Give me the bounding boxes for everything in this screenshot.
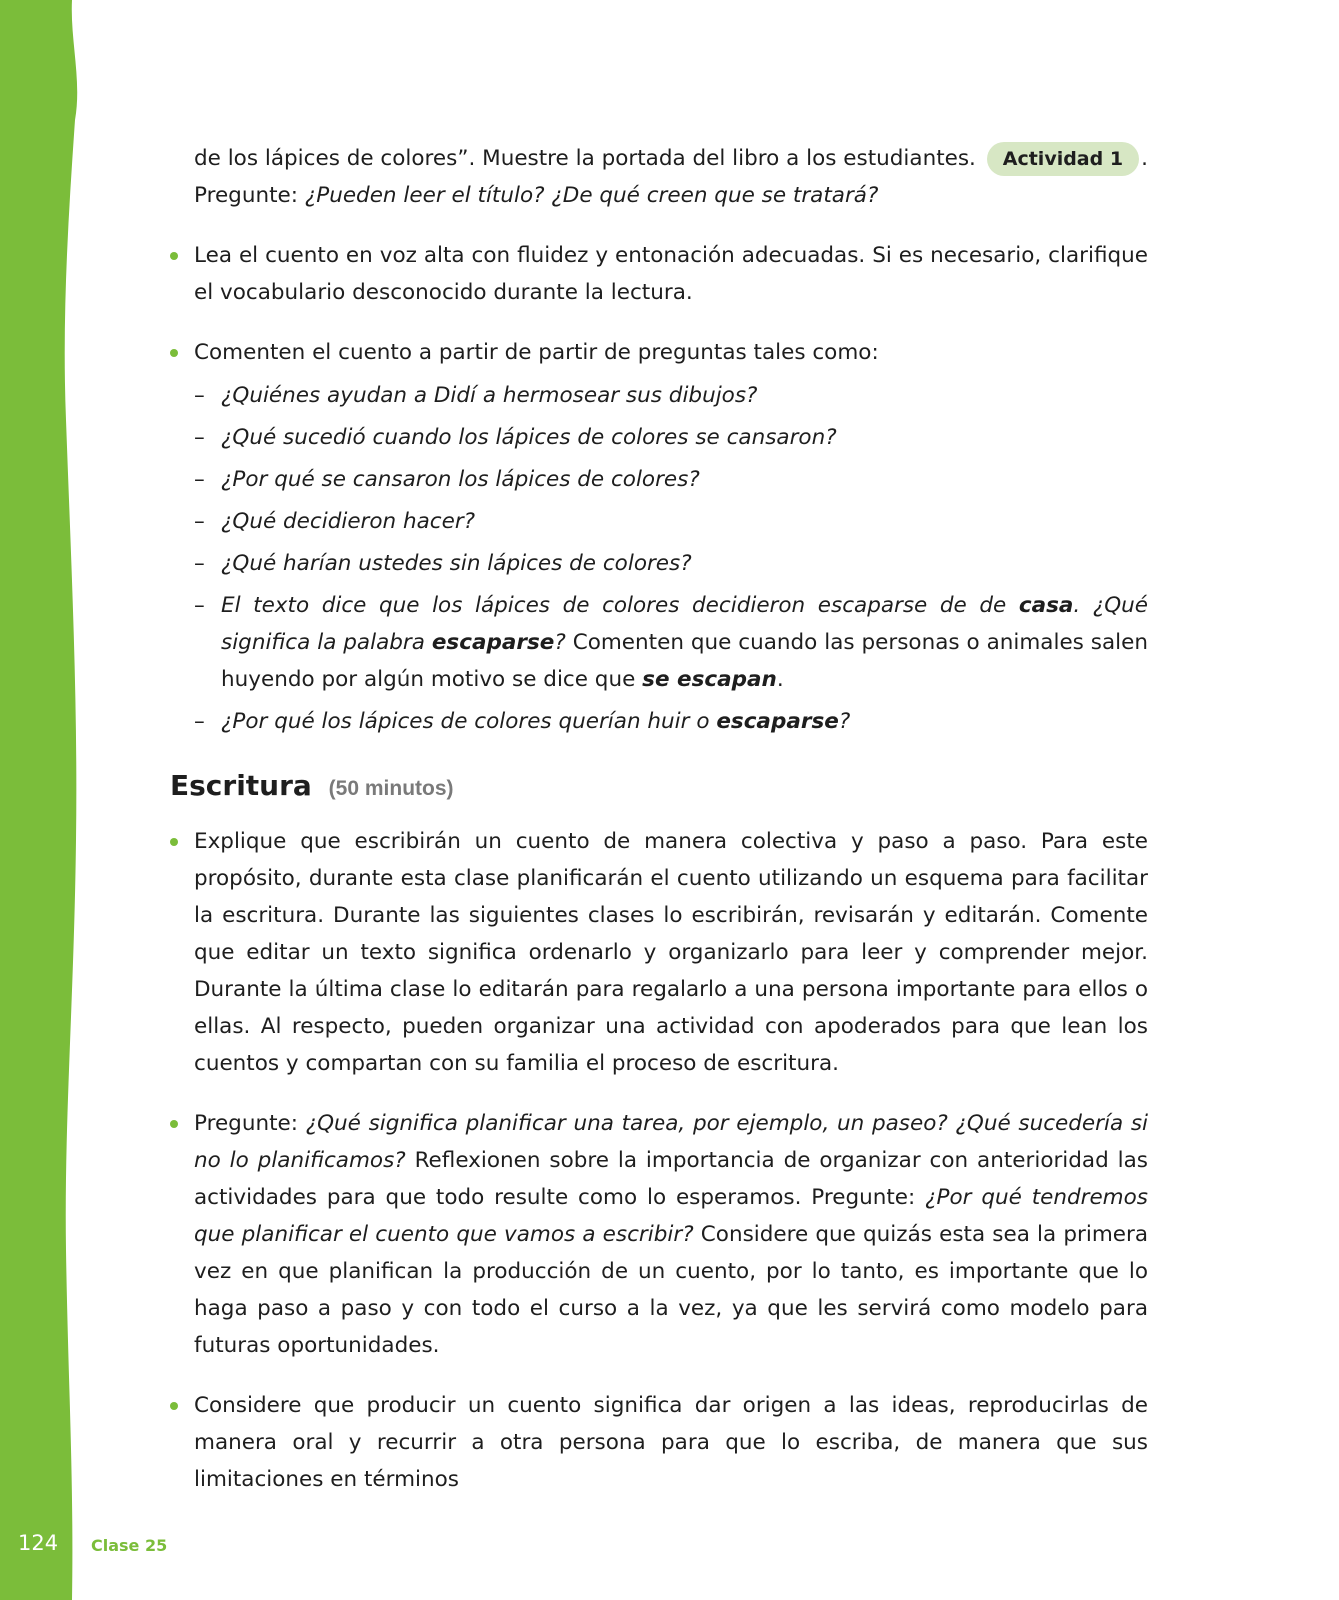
keyword-casa: casa (1018, 593, 1074, 618)
plan-question-2: ¿Por qué tendremos que planificar el cuento que vamos a escribir? (194, 1185, 1148, 1247)
question-item-escape: – El texto dice que los lápices de colores decidieron escaparse de de casa. ¿Qué significa la palabra escaparse? Comenten que cuando las personas o animales salen huyendo por algún motivo se dice que se escapan. (194, 593, 1149, 692)
discussion-questions (170, 377, 1148, 740)
bullet-plan: Pregunte: ¿Qué significa planificar una tarea, por ejemplo, un paseo? ¿Qué sucedería si no lo planificamos? Reflexionen sobre la importancia de organizar con anterioridad las actividades para que todo resulte como lo esperamos. Pregunte: ¿Por qué tendremos que planificar el cuento que vamos a escribir? Considere que quizás esta sea la primera vez en que planifican la producción de un cuento, por lo tanto, es importante que lo haga paso a paso y con todo el curso a la vez, ya que les servirá como modelo para futuras oportunidades. (170, 1105, 1148, 1364)
intro-ask-label: Pregunte: (194, 183, 298, 208)
side-color-band (0, 0, 90, 1600)
page-number: 124 (18, 1531, 59, 1555)
question-item: – ¿Qué harían ustedes sin lápices de colores? (194, 551, 692, 576)
bullet-consider (170, 1387, 1148, 1498)
intro-paragraph (170, 140, 1148, 214)
bullet-read-aloud (170, 237, 1148, 311)
bullet-explain-text: Explique que escribirán un cuento de manera colectiva y paso a paso. Para este propósito, durante esta clase planificarán el cuento utilizando un esquema para facilitar la escritura. Durante las siguientes clases lo escribirán, revisarán y editarán. Comente que editar un texto significa ordenarlo y organizarlo para leer y comprender mejor. Durante la última clase lo editarán para regalarlo a una persona importante para ellos o ellas. Al respecto, pueden organizar una actividad con apoderados para que lean los cuentos y compartan con su familia el proceso de escritura. (194, 829, 1148, 1076)
keyword-escaparse: escaparse (431, 630, 555, 655)
question-item: – ¿Quiénes ayudan a Didí a hermosear sus dibujos? (194, 383, 758, 408)
question-item: – ¿Por qué se cansaron los lápices de colores? (194, 467, 700, 492)
question-item: – ¿Qué decidieron hacer? (194, 509, 476, 534)
plan-question-1: ¿Qué significa planificar una tarea, por ejemplo, un paseo? ¿Qué sucedería si no lo planificamos? (194, 1111, 1148, 1173)
class-label: Clase 25 (91, 1536, 168, 1555)
question-item: – ¿Qué sucedió cuando los lápices de colores se cansaron? (194, 425, 837, 450)
question-item: – ¿Por qué los lápices de colores querían huir o escaparse? (194, 709, 851, 734)
intro-period: . (1141, 146, 1148, 171)
section-duration: (50 minutos) (328, 777, 454, 800)
bullet-explain (170, 823, 1148, 1082)
bullet-discuss-label: Comenten el cuento a partir de partir de preguntas tales como: (194, 340, 879, 365)
bullet-read-text: Lea el cuento en voz alta con fluidez y entonación adecuadas. Si es necesario, clarifique el vocabulario desconocido durante la lectura. (194, 243, 1148, 305)
intro-text: de los lápices de colores”. Muestre la portada del libro a los estudiantes. (194, 146, 976, 171)
bullet-discuss (170, 334, 1148, 371)
page-content (170, 140, 1148, 1521)
section-heading (170, 766, 1148, 809)
activity-badge: Actividad 1 (987, 142, 1139, 176)
keyword-escaparse: escaparse (716, 709, 839, 734)
bullet-consider-text: Considere que producir un cuento significa dar origen a las ideas, reproducirlas de manera oral y recurrir a otra persona para que lo escriba, de manera que sus limitaciones en términos (194, 1393, 1148, 1492)
intro-question: ¿Pueden leer el título? ¿De qué creen que se tratará? (304, 183, 879, 208)
section-title: Escritura (170, 769, 312, 802)
keyword-se-escapan: se escapan (642, 667, 777, 692)
